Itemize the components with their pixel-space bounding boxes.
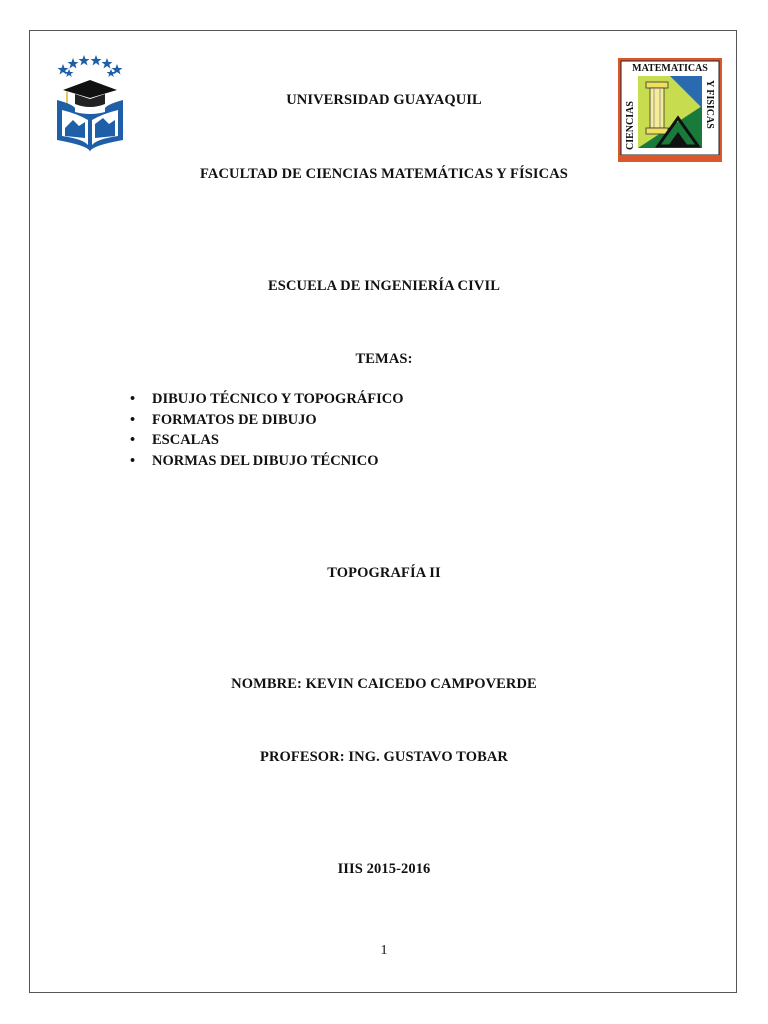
faculty-crest-icon: [618, 58, 722, 162]
crest-right-text: Y FISICAS: [704, 80, 715, 129]
subject-title: TOPOGRAFÍA II: [327, 565, 441, 581]
faculty-name: FACULTAD DE CIENCIAS MATEMÁTICAS Y FÍSICAS: [200, 166, 568, 182]
list-item: • FORMATOS DE DIBUJO: [130, 410, 404, 431]
page-number: 1: [380, 943, 388, 958]
academic-term: IIIS 2015-2016: [337, 861, 431, 877]
bullet-icon: •: [130, 391, 136, 407]
topics-list: [130, 389, 404, 471]
bullet-icon: •: [130, 452, 136, 469]
bullet-icon: •: [130, 411, 136, 428]
topics-heading: TEMAS:: [355, 351, 413, 367]
list-item: • NORMAS DEL DIBUJO TÉCNICO: [130, 451, 404, 472]
school-name: ESCUELA DE INGENIERÍA CIVIL: [268, 278, 500, 294]
crest-top-text: MATEMATICAS: [632, 63, 708, 74]
university-name: UNIVERSIDAD GUAYAQUIL: [286, 92, 482, 108]
crest-left-text: CIENCIAS: [625, 101, 636, 150]
student-name: NOMBRE: KEVIN CAICEDO CAMPOVERDE: [231, 676, 537, 692]
professor-name: PROFESOR: ING. GUSTAVO TOBAR: [260, 749, 508, 765]
list-item: • ESCALAS: [130, 430, 404, 451]
list-item: • DIBUJO TÉCNICO Y TOPOGRÁFICO: [130, 389, 404, 410]
bullet-icon: •: [130, 432, 136, 448]
